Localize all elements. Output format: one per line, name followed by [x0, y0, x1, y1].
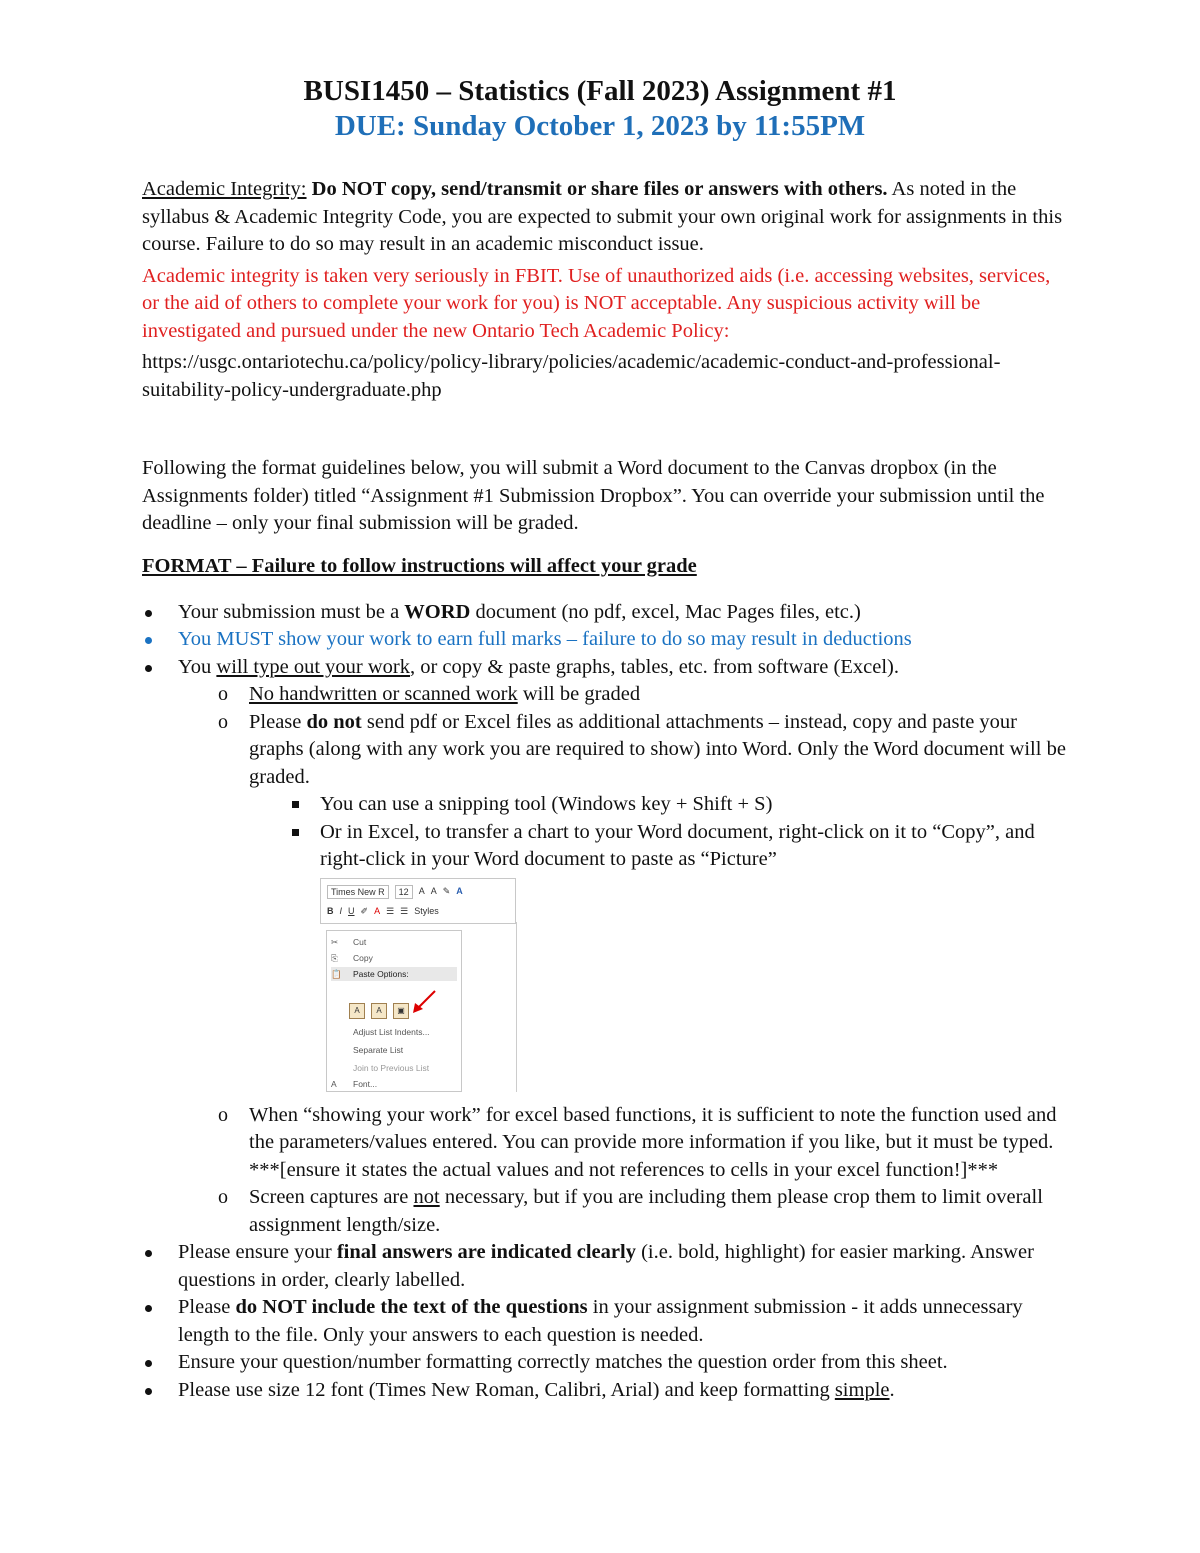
integrity-warning: Academic integrity is taken very seriously in FBIT. Use of unauthorized aids (i.e. accessing websites, services, or the aid of others to complete your work for you) is NOT acceptable. Any suspicious activity will be investigated and pursued under the new Ontario Tech Academic Policy:: [142, 264, 1051, 342]
due-date: DUE: Sunday October 1, 2023 by 11:55PM: [334, 110, 866, 142]
sub-sub-list-item: Or in Excel, to transfer a chart to your Word document, right-click on it to “Copy”, and right-click in your Word document to paste as “Picture” Times New R 12 A A ✎ A B I U ✐ A ☰ ☰ Styles ✂ Cut ⎘ Copy 📋 Paste Options: A A ▣ Adjust List Indents... Separate List Join to Previous List A Font...: [288, 819, 1072, 1098]
menu-item-font[interactable]: A Font...: [331, 1078, 378, 1089]
context-menu: ✂ Cut ⎘ Copy 📋 Paste Options: A A ▣ Adjust List Indents... Separate List Join to Previous List A Font...: [326, 930, 462, 1092]
list-item: Please ensure your final answers are indicated clearly (i.e. bold, highlight) for easier marking. Answer questions in order, clearly labelled.: [142, 1239, 1072, 1294]
paste-options-row: [349, 1003, 409, 1019]
integrity-section: [142, 176, 1072, 404]
menu-item-copy[interactable]: ⎘ Copy: [331, 952, 373, 963]
list-item: Please do NOT include the text of the questions in your assignment submission - it adds unnecessary length to the file. Only your answers to each question is needed.: [142, 1294, 1072, 1349]
list-item: You MUST show your work to earn full marks – failure to do so may result in deductions: [142, 626, 1072, 654]
list-item: Please use size 12 font (Times New Roman, Calibri, Arial) and keep formatting simple.: [142, 1377, 1072, 1405]
following-paragraph: Following the format guidelines below, you will submit a Word document to the Canvas dropbox (in the Assignments folder) titled “Assignment #1 Submission Dropbox”. You can override your submission until the deadline – only your final submission will be graded.: [142, 457, 1045, 534]
integrity-bold: Do NOT copy, send/transmit or share files or answers with others.: [311, 178, 888, 200]
sub-sub-list: [288, 791, 1072, 1098]
paste-merge-icon[interactable]: A: [371, 1003, 387, 1019]
format-heading: FORMAT – Failure to follow instructions will affect your grade: [142, 555, 697, 577]
sub-list-item: o No handwritten or scanned work will be graded: [218, 683, 641, 705]
list-item: Ensure your question/number formatting correctly matches the question order from this sheet.: [142, 1349, 1072, 1377]
integrity-label: Academic Integrity:: [142, 178, 307, 200]
menu-item-cut[interactable]: ✂ Cut: [331, 936, 367, 947]
list-item: You will type out your work, or copy & paste graphs, tables, etc. from software (Excel). o No handwritten or scanned work will be graded o Please do not send pdf or Excel files as additional attachments – instead, copy and paste your graphs (along with any work you are required to show) into Word. Only the Word document will be graded. You can use a snipping tool (Windows key + Shift + S) Or in Excel, to transfer a chart to your Word document, right-click on it to “Copy”, and right-click in your Word document to paste as “Picture” Times New R 12 A A ✎ A B I U ✐ A ☰ ☰ Styles ✂ Cut ⎘ Copy 📋 Paste Options: A A ▣ Adjust List Indents... Separate List Join to Previous List A Font... o When “showing your work” for excel based functions, it is sufficient to note the function used and the parameters/values entered. You can provide more information if you like, but it must be typed. ***[ensure it states the actual values and not references to cells in your excel function!]*** o Screen captures are not necessary, but if you are including them please crop them to limit overall assignment length/size.: [142, 654, 1072, 1240]
integrity-rest: As noted in the syllabus & Academic Integrity Code, you are expected to submit your own original work for assignments in this course. Failure to do so may result in an academic misconduct issue.: [142, 178, 1063, 255]
paste-picture-icon[interactable]: ▣: [393, 1003, 409, 1019]
paste-keep-source-icon[interactable]: A: [349, 1003, 365, 1019]
policy-url[interactable]: https://usgc.ontariotechu.ca/policy/policy-library/policies/academic/academic-conduct-and-professional-suitability-policy-undergraduate.php: [142, 351, 1001, 401]
red-arrow-icon: [409, 989, 439, 1015]
sub-list-item: o Screen captures are not necessary, but if you are including them please crop them to limit overall assignment length/size.: [218, 1186, 1043, 1236]
word-mini-toolbar: Times New R 12 A A ✎ A B I U ✐ A ☰ ☰ Styles: [320, 878, 516, 924]
format-list: [142, 599, 1072, 1405]
integrity-paragraph: [142, 176, 1072, 259]
sub-list-item: o When “showing your work” for excel based functions, it is sufficient to note the function used and the parameters/values entered. You can provide more information if you like, but it must be typed. ***[ensure it states the actual values and not references to cells in your excel function!]***: [218, 1103, 1057, 1181]
list-item: Your submission must be a WORD document (no pdf, excel, Mac Pages files, etc.): [142, 599, 1072, 627]
format-section: [142, 553, 1072, 1404]
word-context-menu-screenshot: [320, 878, 520, 1098]
sub-list: [218, 681, 1072, 1239]
sub-list-item: o Please do not send pdf or Excel files as additional attachments – instead, copy and paste your graphs (along with any work you are required to show) into Word. Only the Word document will be graded. You can use a snipping tool (Windows key + Shift + S) Or in Excel, to transfer a chart to your Word document, right-click on it to “Copy”, and right-click in your Word document to paste as “Picture” Times New R 12 A A ✎ A B I U ✐ A ☰ ☰ Styles ✂ Cut ⎘ Copy 📋 Paste Options: A A ▣ Adjust List Indents... Separate List Join to Previous List A Font...: [218, 709, 1072, 1098]
page-title: BUSI1450 – Statistics (Fall 2023) Assignment #1: [303, 75, 897, 107]
menu-item-paste-options: 📋 Paste Options:: [331, 967, 457, 981]
sub-sub-list-item: You can use a snipping tool (Windows key + Shift + S): [288, 791, 1072, 819]
